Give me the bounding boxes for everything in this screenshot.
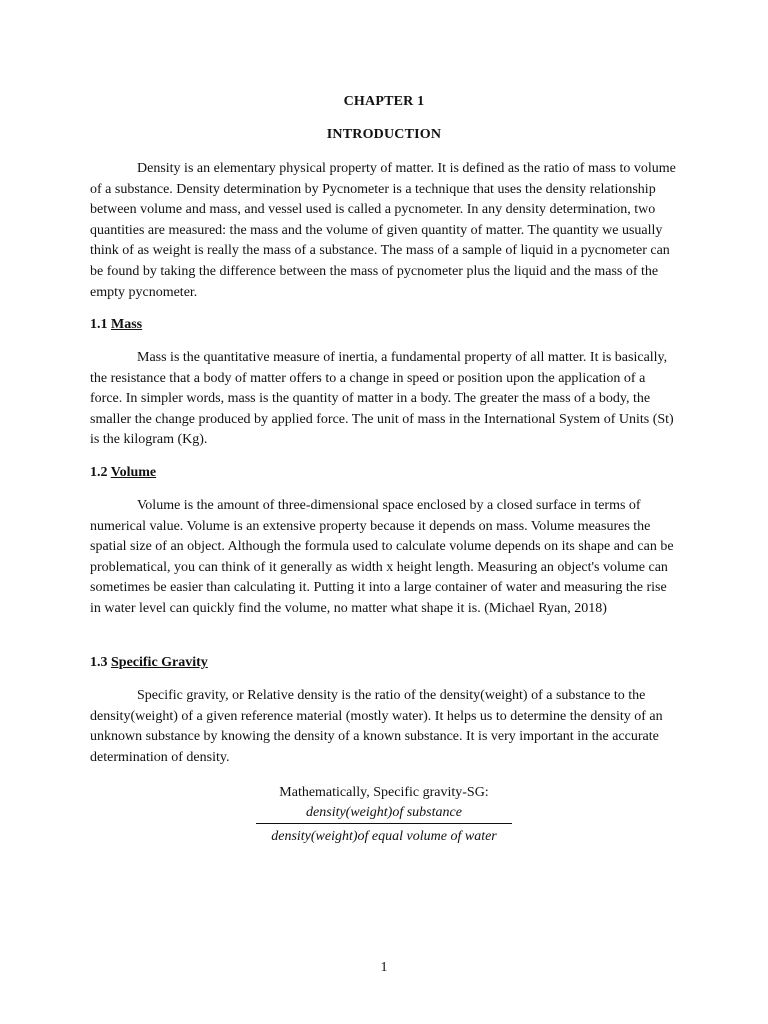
introduction-heading: INTRODUCTION (326, 127, 442, 142)
section-heading-mass (90, 317, 142, 333)
page-number: 1 (380, 960, 388, 975)
section-heading-volume (90, 465, 156, 481)
section-text: Volume is the amount of three-dimensional space enclosed by a closed surface in terms of numerical value. Volume is an extensive property because it depends on mass. Volume measures the spatial size of an object. Although the formula used to calculate volume depends on its shape and can be problematical, you can think of it generally as width x height length. Measuring an object's volume can sometimes be easier than calculating it. Putting it into a large container of water and measuring the rise in water level can quickly find the volume, no matter what shape it is. (Michael Ryan, 2018) (90, 498, 674, 616)
section-title: Specific Gravity (111, 655, 208, 670)
formula-label: Mathematically, Specific gravity-SG: (279, 785, 489, 800)
section-text: Specific gravity, or Relative density is the ratio of the density(weight) of a substance to the density(weight) of a given reference material (mostly water). It helps us to determine the density of an unknown substance by knowing the density of a known substance. It is very important in the accurate determination of density. (90, 688, 663, 765)
section-heading-specific-gravity (90, 655, 208, 671)
section-paragraph-mass (90, 348, 678, 451)
section-title: Volume (110, 465, 157, 480)
section-paragraph-volume (90, 496, 678, 620)
fraction-bar (256, 823, 512, 824)
section-number: 1.2 (90, 465, 111, 480)
section-title: Mass (111, 317, 143, 332)
section-text: Mass is the quantitative measure of inertia, a fundamental property of all matter. It is basically, the resistance that a body of matter offers to a change in speed or position upon the application of a force. In simpler words, mass is the quantity of matter in a body. The greater the mass of a body, the smaller the change produced by applied force. The unit of mass in the International System of Units (St) is the kilogram (Kg). (90, 350, 674, 448)
section-paragraph-specific-gravity (90, 686, 678, 768)
introduction-paragraph (90, 159, 678, 303)
specific-gravity-formula (256, 803, 512, 846)
formula-denominator: density(weight)of equal volume of water (271, 829, 497, 844)
introduction-text: Density is an elementary physical property of matter. It is defined as the ratio of mass to volume of a substance. Density determination by Pycnometer is a technique that uses the density relationship between volume and mass, and vessel used is called a pycnometer. In any density determination, two quantities are measured: the mass and the volume of given quantity of matter. The quantity we usually think of as weight is really the mass of a substance. The mass of a sample of liquid in a pycnometer can be found by taking the difference between the mass of pycnometer plus the liquid and the mass of the empty pycnometer. (90, 161, 676, 300)
formula-numerator: density(weight)of substance (306, 805, 462, 820)
section-number: 1.1 (90, 317, 111, 332)
chapter-heading: CHAPTER 1 (343, 94, 425, 109)
section-number: 1.3 (90, 655, 111, 670)
